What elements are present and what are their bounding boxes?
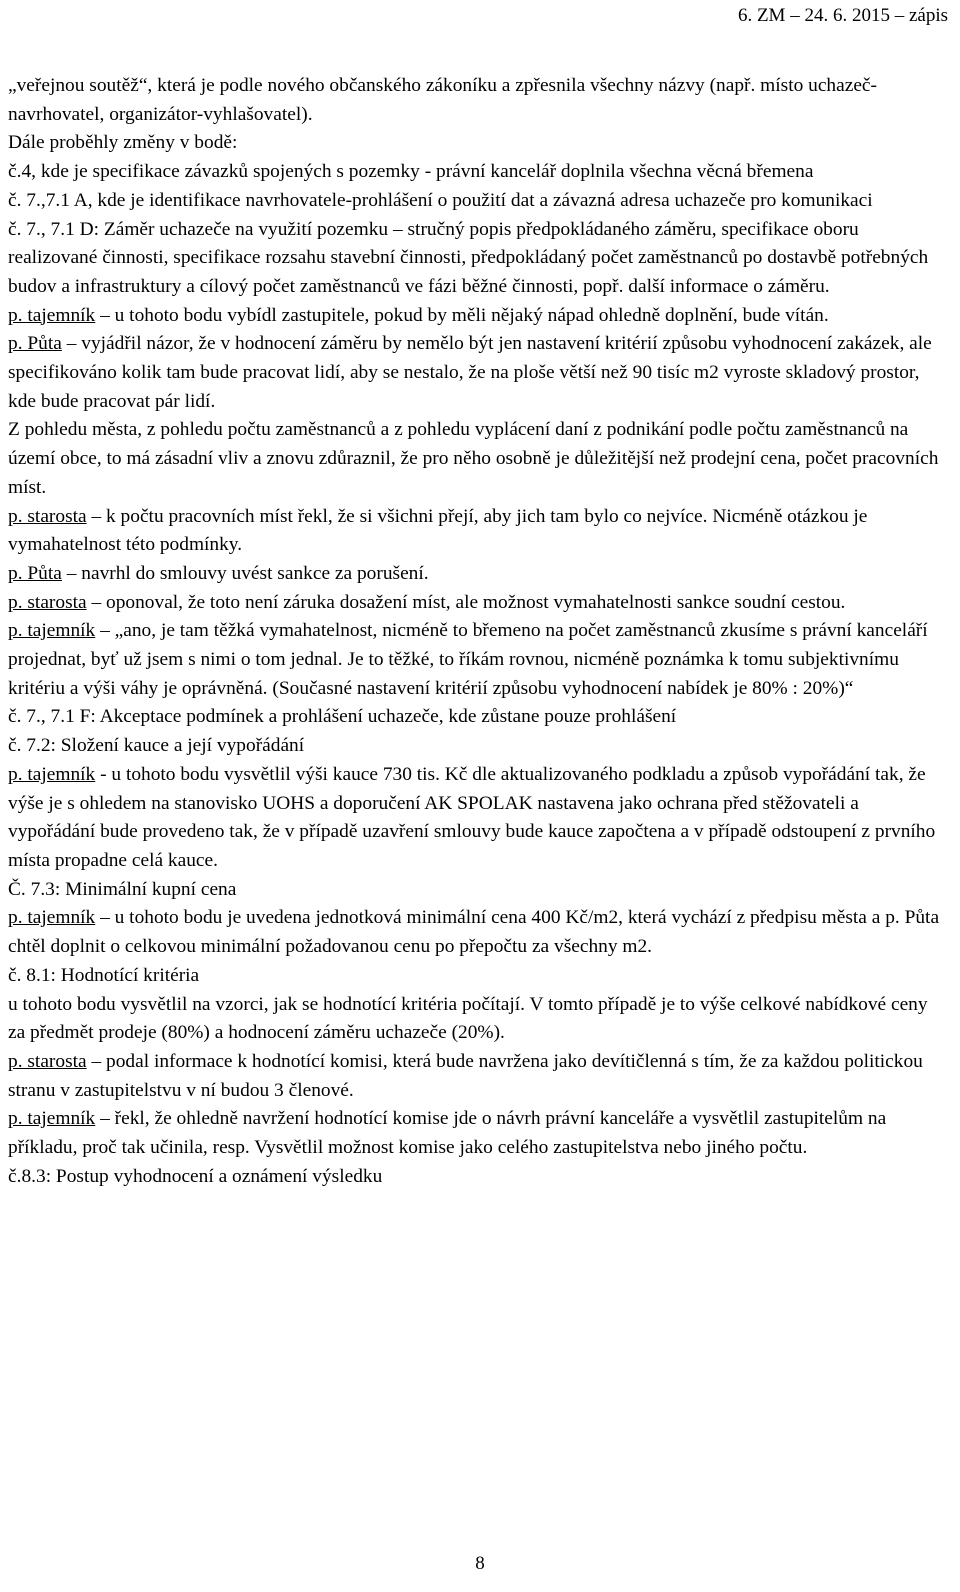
document-body <box>8 72 948 1191</box>
paragraph <box>8 216 948 302</box>
paragraph <box>8 129 948 158</box>
speaker-name: p. tajemník <box>8 620 96 642</box>
paragraph <box>8 302 948 331</box>
paragraph-text: u tohoto bodu vysvětlil na vzorci, jak se hodnotící kritéria počítají. V tomto případě je to výše celkové nabídkové ceny za předmět prodeje (80%) a hodnocení záměru uchazeče (20%). <box>8 993 928 1044</box>
paragraph-text: – vyjádřil názor, že v hodnocení záměru by nemělo být jen nastavení kritérií způsobu vyhodnocení zakázek, ale specifikováno kolik tam bude pracovat lidí, aby se nestalo, že na ploše větší než 90 tisíc m2 vyroste skladový prostor, kde bude pracovat pár lidí. <box>8 333 932 412</box>
paragraph-text: Z pohledu města, z pohledu počtu zaměstnanců a z pohledu vyplácení daní z podnikání podle počtu zaměstnanců na území obce, to má zásadní vliv a znovu zdůraznil, že pro něho osobně je důležitější než prodejní cena, počet pracovních míst. <box>8 419 939 498</box>
paragraph <box>8 158 948 187</box>
paragraph <box>8 589 948 618</box>
paragraph-text: – k počtu pracovních míst řekl, že si všichni přejí, aby jich tam bylo co nejvíce. Nicméně otázkou je vymahatelnost této podmínky. <box>8 505 868 556</box>
paragraph-text: č. 8.1: Hodnotící kritéria <box>8 964 200 986</box>
speaker-name: p. tajemník <box>8 763 96 785</box>
paragraph <box>8 732 948 761</box>
paragraph-text: č.4, kde je specifikace závazků spojených s pozemky - právní kancelář doplnila všechna věcná břemena <box>8 161 814 183</box>
paragraph <box>8 330 948 416</box>
paragraph <box>8 904 948 961</box>
paragraph <box>8 1163 948 1192</box>
paragraph <box>8 503 948 560</box>
paragraph <box>8 991 948 1048</box>
speaker-name: p. starosta <box>8 505 87 527</box>
paragraph <box>8 187 948 216</box>
paragraph-text: – podal informace k hodnotící komisi, která bude navržena jako devítičlenná s tím, že za každou politickou stranu v zastupitelstvu v ní budou 3 členové. <box>8 1050 923 1101</box>
speaker-name: p. Půta <box>8 333 62 355</box>
paragraph <box>8 416 948 502</box>
speaker-name: p. tajemník <box>8 907 96 929</box>
paragraph <box>8 1048 948 1105</box>
paragraph-text: „veřejnou soutěž“, která je podle nového občanského zákoníku a zpřesnila všechny názvy (např. místo uchazeč-navrhovatel, organizátor-vyhlašovatel). <box>8 75 877 125</box>
speaker-name: p. starosta <box>8 1050 87 1072</box>
paragraph-text: – oponoval, že toto není záruka dosažení míst, ale možnost vymahatelnosti sankce soudní cestou. <box>86 591 846 613</box>
paragraph <box>8 560 948 589</box>
paragraph-text: – u tohoto bodu je uvedena jednotková minimální cena 400 Kč/m2, která vychází z předpisu města a p. Půta chtěl doplnit o celkovou minimální požadovanou cenu po přepočtu za všechny m2. <box>8 907 940 958</box>
paragraph-text: – navrhl do smlouvy uvést sankce za porušení. <box>61 562 429 584</box>
paragraph-text: č. 7.,7.1 A, kde je identifikace navrhovatele-prohlášení o použití dat a závazná adresa uchazeče pro komunikaci <box>8 189 873 211</box>
paragraph-text: č.8.3: Postup vyhodnocení a oznámení výsledku <box>8 1165 383 1187</box>
paragraph <box>8 962 948 991</box>
paragraph <box>8 1105 948 1162</box>
paragraph <box>8 617 948 703</box>
paragraph <box>8 703 948 732</box>
paragraph <box>8 761 948 876</box>
speaker-name: p. tajemník <box>8 304 96 326</box>
paragraph-text: – řekl, že ohledně navržení hodnotící komise jde o návrh právní kanceláře a vysvětlil zastupitelům na příkladu, proč tak učinila, resp. Vysvětlil možnost komise jako celého zastupitelstva nebo jiného počtu. <box>8 1108 887 1159</box>
paragraph-text: č. 7.2: Složení kauce a její vypořádání <box>8 735 305 757</box>
page-number: 8 <box>475 1553 485 1574</box>
speaker-name: p. Půta <box>8 562 62 584</box>
speaker-name: p. tajemník <box>8 1108 96 1130</box>
speaker-name: p. starosta <box>8 591 87 613</box>
paragraph-text: - u tohoto bodu vysvětlil výši kauce 730 tis. Kč dle aktualizovaného podkladu a způsob vypořádání tak, že výše je s ohledem na stanovisko UOHS a doporučení AK SPOLAK nastavena jako ochrana před stěžovateli a vypořádání bude provedeno tak, že v případě uzavření smlouvy bude kauce započtena a v případě odstoupení z prvního místa propadne celá kauce. <box>8 763 936 871</box>
paragraph <box>8 72 948 129</box>
paragraph-text: Dále proběhly změny v bodě: <box>8 132 238 154</box>
paragraph-text: – „ano, je tam těžká vymahatelnost, nicméně to břemeno na počet zaměstnanců zkusíme s právní kanceláří projednat, byť už jsem s nimi o tom jednal. Je to těžké, to říkám rovnou, nicméně poznámka k tomu subjektivnímu kritériu a výši váhy je oprávněná. (Současné nastavení kritérií způsobu vyhodnocení nabídek je 80% : 20%)“ <box>8 620 928 699</box>
paragraph-text: č. 7., 7.1 F: Akceptace podmínek a prohlášení uchazeče, kde zůstane pouze prohlášení <box>8 706 677 728</box>
paragraph-text: č. 7., 7.1 D: Záměr uchazeče na využití pozemku – stručný popis předpokládaného záměru, specifikace oboru realizované činnosti, specifikace rozsahu stavební činnosti, předpokládaný počet zaměstnanců po dostavbě potřebných budov a infrastruktury a cílový počet zaměstnanců ve fázi běžné činnosti, popř. další informace o záměru. <box>8 218 929 297</box>
paragraph-text: – u tohoto bodu vybídl zastupitele, pokud by měli nějaký nápad ohledně doplnění, bude vítán. <box>95 304 829 326</box>
paragraph <box>8 876 948 905</box>
paragraph-text: Č. 7.3: Minimální kupní cena <box>8 878 237 900</box>
page-header: 6. ZM – 24. 6. 2015 – zápis <box>737 5 948 26</box>
